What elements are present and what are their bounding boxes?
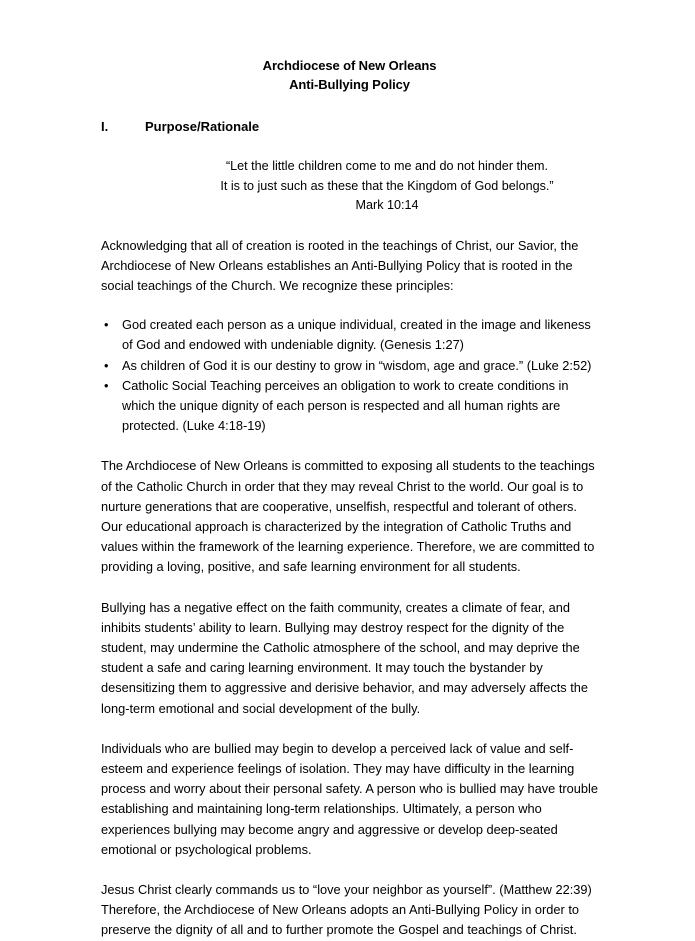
scripture-quote-citation: Mark 10:14 (355, 198, 419, 212)
document-body (101, 56, 598, 941)
list-item (101, 376, 598, 437)
bullet-icon: • (104, 317, 109, 333)
scripture-quote-line-2: It is to just such as these that the Kingdom of God belongs.” (220, 178, 554, 193)
list-item-text: God created each person as a unique individual, created in the image and likeness of God and endowed with undeniable dignity. (Genesis 1:27) (122, 317, 591, 353)
list-item-text: Catholic Social Teaching perceives an obligation to work to create conditions in which the unique dignity of each person is respected and all human rights are protected. (Luke 4:18-19) (122, 377, 569, 434)
list-item (101, 315, 598, 355)
list-item-text: As children of God it is our destiny to grow in “wisdom, age and grace.” (Luke 2:52) (122, 357, 592, 373)
intro-paragraph: Acknowledging that all of creation is rooted in the teachings of Christ, our Savior, the Archdiocese of New Orleans establishes an Anti-Bullying Policy that is rooted in the social teachings of the Church. We recognize these principles: (101, 237, 579, 293)
body-paragraph-4: Jesus Christ clearly commands us to “love your neighbor as yourself”. (Matthew 22:39) Therefore, the Archdiocese of New Orleans adopts an Anti-Bullying Policy in order to preserve the dignity of all and to further promote the Gospel and teachings of Christ. (101, 881, 592, 938)
bullet-icon: • (104, 357, 109, 373)
body-paragraph-1: The Archdiocese of New Orleans is committed to exposing all students to the teachings of the Catholic Church in order that they may reveal Christ to the world. Our goal is to nurture generations that are cooperative, unselfish, respectful and tolerant of others. Our educational approach is characterized by the integration of Catholic Truths and values within the framework of the learning experience. Therefore, we are committed to providing a loving, positive, and safe learning environment for all students. (101, 458, 595, 575)
principles-list (101, 315, 598, 436)
section-heading-purpose-rationale (101, 117, 598, 136)
body-paragraph-3: Individuals who are bullied may begin to develop a perceived lack of value and self-esteem and experience feelings of isolation. They may have difficulty in the learning process and worry about their personal safety. A person who is bullied may have trouble establishing and maintaining long-term relationships. Ultimately, a person who experiences bullying may become angry and aggressive or develop deep-seated emotional or psychological problems. (101, 740, 598, 857)
title-line-1: Archdiocese of New Orleans (262, 58, 437, 73)
document-title (101, 56, 598, 94)
title-line-2: Anti-Bullying Policy (289, 77, 410, 92)
bullet-icon: • (104, 377, 109, 393)
body-paragraph-2: Bullying has a negative effect on the faith community, creates a climate of fear, and inhibits students’ ability to learn. Bullying may destroy respect for the dignity of the student, may undermine the Catholic atmosphere of the school, and may deprive the student a safe and caring learning environment. It may touch the bystander by desensitizing them to aggressive and derisive behavior, and may adversely affects the long-term emotional and social development of the bully. (101, 599, 589, 716)
scripture-quote-line-1: “Let the little children come to me and do not hinder them. (225, 159, 549, 173)
section-heading-label: Purpose/Rationale (145, 119, 260, 134)
section-numeral: I. (101, 119, 109, 134)
list-item (101, 356, 598, 376)
scripture-quote (182, 157, 592, 216)
